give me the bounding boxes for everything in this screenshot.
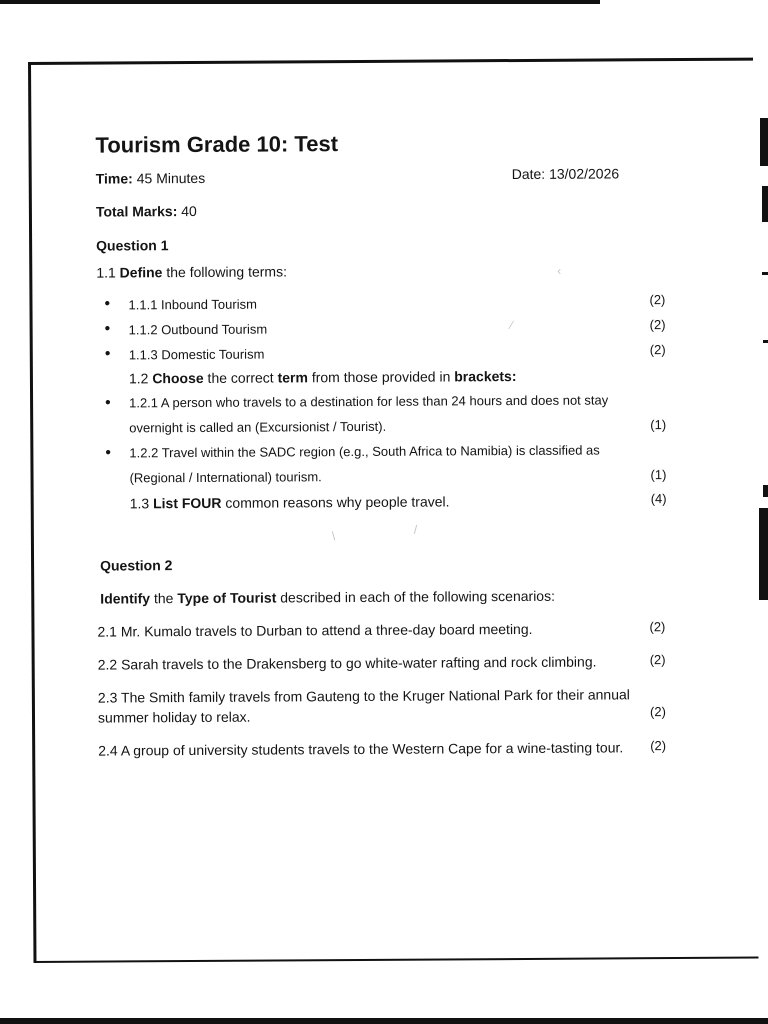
instruction-verb: Identify bbox=[100, 590, 151, 607]
time-line bbox=[96, 170, 206, 187]
bullet-dot: • bbox=[104, 345, 111, 363]
time-value: 45 Minutes bbox=[136, 169, 206, 187]
instruction-verb: Define bbox=[119, 264, 163, 281]
question-item: 2.1 Mr. Kumalo travels to Durban to attend a three-day board meeting. bbox=[97, 620, 533, 640]
total-marks-label: Total Marks: bbox=[95, 203, 178, 220]
question-item: 2.4 A group of university students travels to the Western Cape for a wine-tasting tour. bbox=[98, 739, 624, 759]
scan-speck: / bbox=[413, 522, 418, 537]
scan-noise-mark bbox=[763, 340, 768, 343]
date-label: Date: bbox=[511, 165, 546, 183]
scan-speck: ⁄ bbox=[510, 318, 513, 333]
marks-value: (2) bbox=[649, 317, 666, 333]
bullet-dot: • bbox=[104, 295, 111, 313]
question-item-line: summer holiday to relax. bbox=[97, 708, 251, 726]
scan-edge-bottom bbox=[0, 1018, 768, 1024]
list-item-line: (Regional / International) tourism. bbox=[129, 469, 322, 486]
list-item-line: 1.2.2 Travel within the SADC region (e.g., South Africa to Namibia) is classified as bbox=[129, 442, 600, 461]
instruction-text: the correct bbox=[207, 369, 274, 386]
instruction-keyword: brackets: bbox=[454, 368, 517, 385]
scan-noise-mark bbox=[763, 485, 768, 497]
question-item-line: 2.3 The Smith family travels from Gauteng to the Kruger National Park for their annual bbox=[97, 686, 630, 706]
list-item-line: 1.2.1 A person who travels to a destination for less than 24 hours and does not stay bbox=[129, 392, 609, 411]
section-1-3-instruction bbox=[130, 493, 450, 511]
instruction-keyword: term bbox=[277, 369, 308, 386]
scan-noise-mark bbox=[762, 272, 768, 275]
instruction-text: described in each of the following scenarios: bbox=[280, 587, 556, 606]
marks-value: (1) bbox=[650, 467, 667, 483]
total-marks-line bbox=[96, 203, 197, 220]
marks-value: (2) bbox=[649, 619, 666, 635]
list-item: 1.1.1 Inbound Tourism bbox=[128, 296, 257, 313]
instruction-keyword: Type of Tourist bbox=[177, 589, 277, 607]
section-number: 1.2 bbox=[128, 370, 149, 387]
list-item: 1.1.3 Domestic Tourism bbox=[128, 346, 265, 363]
total-marks-value: 40 bbox=[181, 202, 197, 220]
marks-value: (2) bbox=[650, 738, 667, 754]
instruction-verb: Choose bbox=[152, 369, 204, 387]
marks-value: (1) bbox=[650, 417, 667, 433]
list-item-line: overnight is called an (Excursionist / Tourist). bbox=[129, 418, 387, 436]
scan-speck: ‹ bbox=[557, 263, 562, 278]
test-page bbox=[28, 58, 758, 963]
section-1-1-instruction bbox=[96, 263, 287, 280]
bullet-dot: • bbox=[105, 394, 111, 412]
question-2-instruction bbox=[100, 588, 555, 607]
instruction-text: common reasons why people travel. bbox=[225, 493, 450, 511]
section-1-2-instruction bbox=[129, 368, 517, 386]
marks-value: (2) bbox=[649, 292, 666, 308]
section-number: 1.3 bbox=[129, 495, 150, 512]
time-label: Time: bbox=[95, 170, 133, 187]
bullet-dot: • bbox=[104, 320, 111, 338]
date-value: 13/02/2026 bbox=[549, 165, 620, 182]
marks-value: (4) bbox=[650, 491, 667, 507]
question-1-heading: Question 1 bbox=[96, 237, 169, 254]
instruction-text: the following terms: bbox=[166, 263, 287, 281]
scan-noise-mark bbox=[760, 118, 768, 166]
section-number: 1.1 bbox=[96, 264, 116, 281]
instruction-text: the bbox=[153, 590, 174, 607]
marks-value: (2) bbox=[649, 342, 666, 358]
page-title: Tourism Grade 10: Test bbox=[95, 131, 339, 158]
scan-noise-mark bbox=[759, 508, 768, 600]
instruction-verb: List FOUR bbox=[153, 494, 222, 512]
question-2-heading: Question 2 bbox=[100, 557, 173, 574]
question-item: 2.2 Sarah travels to the Drakensberg to go white-water rafting and rock climbing. bbox=[97, 653, 597, 673]
list-item: 1.1.2 Outbound Tourism bbox=[128, 321, 268, 338]
marks-value: (2) bbox=[649, 652, 666, 668]
date-line bbox=[512, 165, 620, 182]
scan-noise-mark bbox=[762, 186, 768, 222]
scan-speck: \ bbox=[331, 529, 336, 544]
instruction-text: from those provided in bbox=[311, 368, 451, 386]
marks-value: (2) bbox=[649, 704, 666, 720]
scan-edge-top bbox=[0, 0, 600, 4]
bullet-dot: • bbox=[105, 444, 112, 462]
